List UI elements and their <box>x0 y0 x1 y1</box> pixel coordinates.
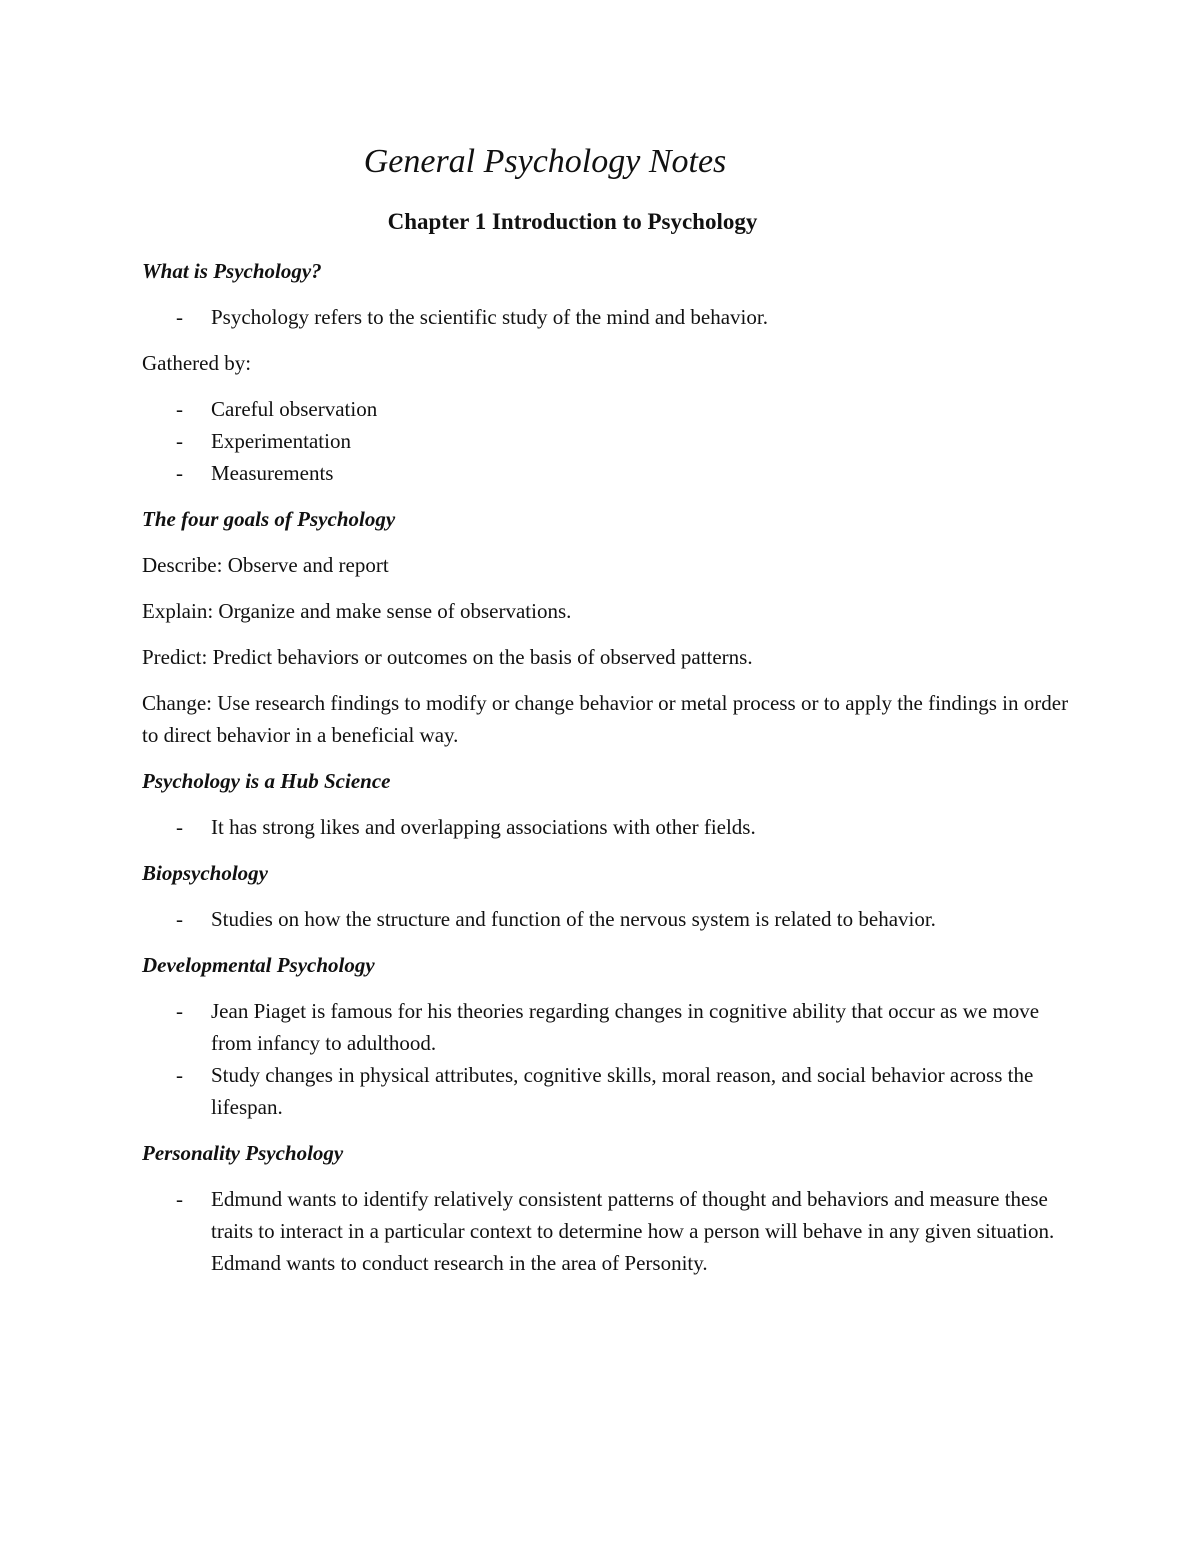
goal-predict: Predict: Predict behaviors or outcomes on the basis of observed patterns. <box>142 645 753 669</box>
list-item-text: Edmund wants to identify relatively consistent patterns of thought and behaviors and measure these traits to interact in a particular context to determine how a person will behave in any given situation. Edmand wants to conduct research in the area of Personity. <box>211 1187 1055 1275</box>
bullet-list-hub-science <box>142 811 1072 843</box>
dash-bullet: - <box>176 429 183 453</box>
goal-describe: Describe: Observe and report <box>142 553 389 577</box>
chapter-title: Chapter 1 Introduction to Psychology <box>387 209 758 234</box>
list-item <box>142 1059 1072 1123</box>
dash-bullet: - <box>176 305 183 329</box>
dash-bullet: - <box>176 999 183 1023</box>
bullet-list-what-is-psychology <box>142 301 1072 333</box>
document-body <box>142 255 1072 1293</box>
section-heading-what-is-psychology: What is Psychology? <box>142 259 322 283</box>
list-item-text: Psychology refers to the scientific study of the mind and behavior. <box>211 305 768 329</box>
dash-bullet: - <box>176 1063 183 1087</box>
list-item-text: Study changes in physical attributes, cognitive skills, moral reason, and social behavior across the lifespan. <box>211 1063 1034 1119</box>
section-heading-personality-psychology: Personality Psychology <box>142 1141 344 1165</box>
section-heading-biopsychology: Biopsychology <box>142 861 268 885</box>
dash-bullet: - <box>176 815 183 839</box>
list-item-text: It has strong likes and overlapping associations with other fields. <box>211 815 756 839</box>
list-item <box>142 903 1072 935</box>
list-item <box>142 301 1072 333</box>
gathered-by-label: Gathered by: <box>142 351 252 375</box>
dash-bullet: - <box>176 397 183 421</box>
bullet-list-personality-psychology <box>142 1183 1072 1279</box>
list-item <box>142 425 1072 457</box>
list-item-text: Careful observation <box>211 397 378 421</box>
section-heading-developmental-psychology: Developmental Psychology <box>142 953 375 977</box>
section-heading-hub-science: Psychology is a Hub Science <box>142 769 391 793</box>
document-title: General Psychology Notes <box>363 143 727 180</box>
bullet-list-biopsychology <box>142 903 1072 935</box>
list-item <box>142 811 1072 843</box>
list-item-text: Experimentation <box>211 429 351 453</box>
bullet-list-developmental-psychology <box>142 995 1072 1123</box>
goal-change: Change: Use research findings to modify or change behavior or metal process or to apply the findings in order to direct behavior in a beneficial way. <box>142 691 1069 747</box>
list-item-text: Jean Piaget is famous for his theories regarding changes in cognitive ability that occur as we move from infancy to adulthood. <box>211 999 1040 1055</box>
dash-bullet: - <box>176 1187 183 1211</box>
dash-bullet: - <box>176 461 183 485</box>
dash-bullet: - <box>176 907 183 931</box>
list-item-text: Studies on how the structure and function of the nervous system is related to behavior. <box>211 907 936 931</box>
list-item <box>142 995 1072 1059</box>
section-heading-four-goals: The four goals of Psychology <box>142 507 396 531</box>
list-item <box>142 457 1072 489</box>
list-item <box>142 393 1072 425</box>
bullet-list-gathered-by <box>142 393 1072 489</box>
goal-explain: Explain: Organize and make sense of observations. <box>142 599 572 623</box>
list-item <box>142 1183 1072 1279</box>
list-item-text: Measurements <box>211 461 334 485</box>
